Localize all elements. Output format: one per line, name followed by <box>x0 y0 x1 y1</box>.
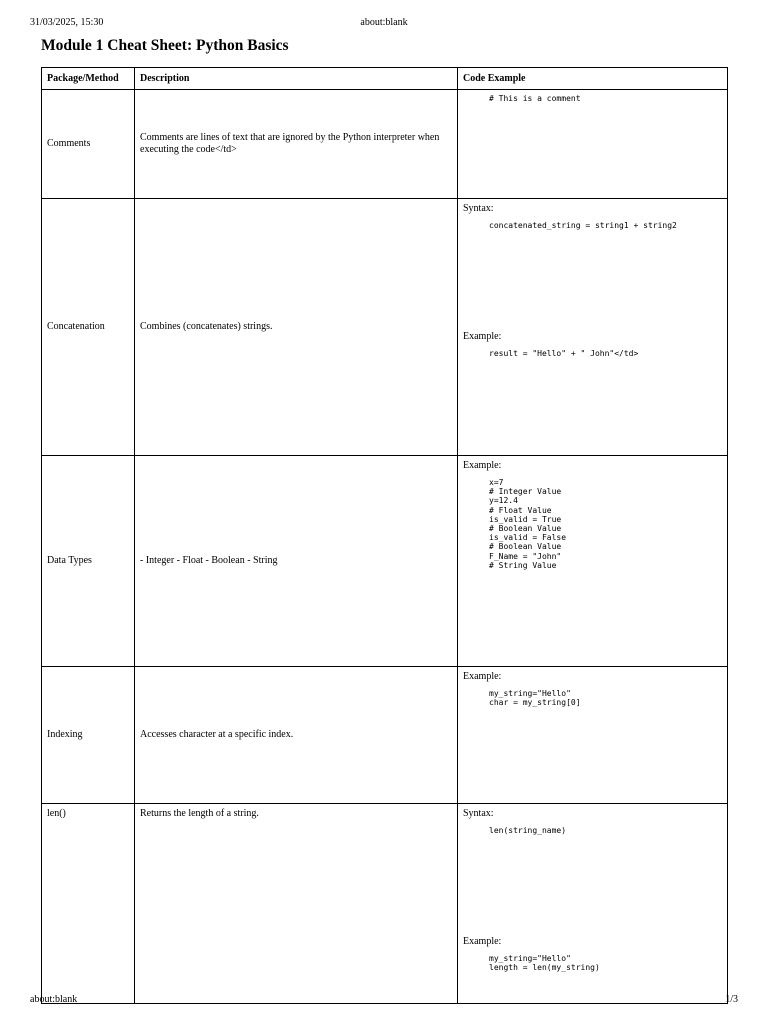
code-cell <box>458 456 728 667</box>
column-header-description: Description <box>135 68 458 90</box>
table-row <box>42 667 728 804</box>
page-title: Module 1 Cheat Sheet: Python Basics <box>41 37 289 54</box>
code-example: my_string="Hello" char = my_string[0] <box>489 689 581 708</box>
description-cell: - Integer - Float - Boolean - String <box>135 456 458 667</box>
method-cell: Concatenation <box>42 199 135 456</box>
example-label: Example: <box>463 671 502 682</box>
description-cell: Accesses character at a specific index. <box>135 667 458 804</box>
table-row <box>42 804 728 1004</box>
code-cell <box>458 804 728 1004</box>
table-row <box>42 199 728 456</box>
code-example: result = "Hello" + " John"</td> <box>489 349 639 358</box>
code-cell <box>458 90 728 199</box>
syntax-label: Syntax: <box>463 808 494 819</box>
column-header-code-example: Code Example <box>458 68 728 90</box>
method-cell: Indexing <box>42 667 135 804</box>
code-example: x=7 # Integer Value y=12.4 # Float Value is_valid = True # Boolean Value is_valid = False # Boolean Value F_Name = "John" # String Value <box>489 478 567 570</box>
example-label: Example: <box>463 331 502 342</box>
column-header-package-method: Package/Method <box>42 68 135 90</box>
code-example: my_string="Hello" length = len(my_string) <box>489 954 600 973</box>
example-label: Example: <box>463 460 502 471</box>
page-number: 1/3 <box>725 994 738 1005</box>
method-cell: Data Types <box>42 456 135 667</box>
method-cell: len() <box>42 804 135 1004</box>
code-cell <box>458 667 728 804</box>
syntax-label: Syntax: <box>463 203 494 214</box>
description-cell: Returns the length of a string. <box>135 804 458 1004</box>
code-syntax: concatenated_string = string1 + string2 <box>489 221 677 230</box>
table-row <box>42 90 728 199</box>
print-url: about:blank <box>360 17 408 28</box>
print-header <box>30 17 738 31</box>
description-cell: Comments are lines of text that are ignored by the Python interpreter when executing the code</td> <box>135 90 458 199</box>
method-cell: Comments <box>42 90 135 199</box>
cheat-sheet-table <box>41 67 728 1004</box>
description-cell: Combines (concatenates) strings. <box>135 199 458 456</box>
code-cell <box>458 199 728 456</box>
table-row <box>42 456 728 667</box>
footer-url: about:blank <box>30 994 78 1005</box>
table-header-row <box>42 68 728 90</box>
print-footer <box>30 994 738 1008</box>
code-syntax: len(string_name) <box>489 826 567 835</box>
print-datetime: 31/03/2025, 15:30 <box>30 17 104 28</box>
code-example: # This is a comment <box>489 94 581 103</box>
example-label: Example: <box>463 936 502 947</box>
